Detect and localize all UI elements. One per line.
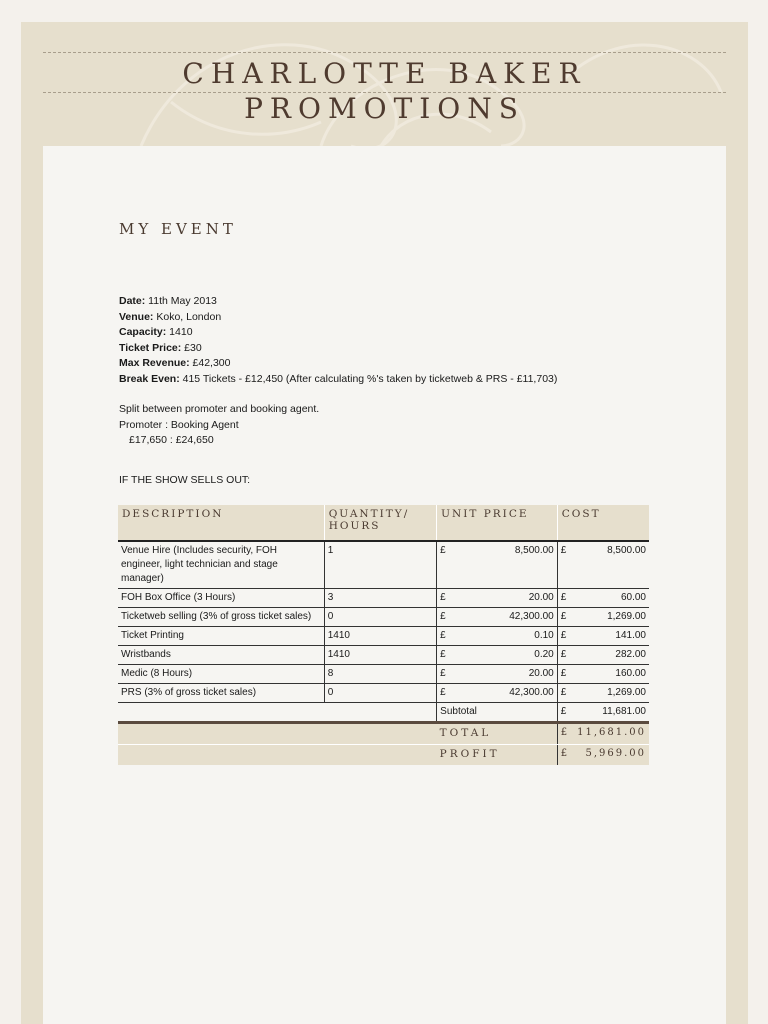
total-row bbox=[118, 723, 649, 745]
row-cost: £ 60.00 bbox=[557, 589, 649, 608]
table-row bbox=[118, 541, 649, 589]
row-unit-price: £ 20.00 bbox=[437, 665, 558, 684]
row-description: Ticketweb selling (3% of gross ticket sales) bbox=[118, 608, 324, 627]
split-parties: Promoter : Booking Agent bbox=[119, 418, 239, 431]
row-description: Venue Hire (Includes security, FOH engineer, light technician and stage manager) bbox=[118, 541, 324, 589]
split-amounts: £17,650 : £24,650 bbox=[129, 434, 214, 446]
row-description: FOH Box Office (3 Hours) bbox=[118, 589, 324, 608]
company-name-line2: PROMOTIONS bbox=[244, 92, 525, 125]
revenue-split bbox=[119, 402, 319, 449]
company-name: CHARLOTTE BAKER bbox=[182, 57, 587, 90]
table-header-row bbox=[118, 505, 649, 541]
row-unit-price: £ 0.20 bbox=[437, 646, 558, 665]
detail-break-even: Break Even: 415 Tickets - £12,450 (After calculating %'s taken by ticketweb & PRS - £11,703) bbox=[119, 372, 558, 385]
sellout-heading: IF THE SHOW SELLS OUT: bbox=[119, 474, 251, 486]
split-description: Split between promoter and booking agent. bbox=[119, 403, 320, 415]
detail-ticket-price: Ticket Price: £30 bbox=[119, 341, 202, 354]
row-unit-price: £ 0.10 bbox=[437, 627, 558, 646]
detail-capacity: Capacity: 1410 bbox=[119, 326, 193, 338]
table-row bbox=[118, 665, 649, 684]
row-quantity: 0 bbox=[324, 684, 436, 703]
detail-date: Date: 11th May 2013 bbox=[119, 295, 217, 307]
row-quantity: 0 bbox=[324, 608, 436, 627]
row-quantity: 1410 bbox=[324, 646, 436, 665]
row-quantity: 1410 bbox=[324, 627, 436, 646]
row-cost: £ 1,269.00 bbox=[557, 684, 649, 703]
col-quantity-header: QUANTITY/ HOURS bbox=[324, 505, 436, 541]
row-unit-price: £ 20.00 bbox=[437, 589, 558, 608]
row-cost: £ 282.00 bbox=[557, 646, 649, 665]
subtotal-value: £ 11,681.00 bbox=[557, 703, 649, 723]
row-description: PRS (3% of gross ticket sales) bbox=[118, 684, 324, 703]
row-quantity: 8 bbox=[324, 665, 436, 684]
budget-table bbox=[118, 505, 649, 765]
row-description: Wristbands bbox=[118, 646, 324, 665]
total-label: TOTAL bbox=[437, 723, 558, 745]
table-row bbox=[118, 627, 649, 646]
row-quantity: 3 bbox=[324, 589, 436, 608]
row-quantity: 1 bbox=[324, 541, 436, 589]
detail-max-revenue: Max Revenue: £42,300 bbox=[119, 357, 231, 369]
profit-label: PROFIT bbox=[437, 745, 558, 766]
row-cost: £ 160.00 bbox=[557, 665, 649, 684]
detail-venue: Venue: Koko, London bbox=[119, 310, 222, 323]
row-cost: £ 8,500.00 bbox=[557, 541, 649, 589]
col-cost-header: COST bbox=[557, 505, 649, 541]
row-unit-price: £ 8,500.00 bbox=[437, 541, 558, 589]
table-row bbox=[118, 589, 649, 608]
table-row bbox=[118, 684, 649, 703]
profit-value: £ 5,969.00 bbox=[557, 745, 649, 766]
row-cost: £ 1,269.00 bbox=[557, 608, 649, 627]
row-description: Ticket Printing bbox=[118, 627, 324, 646]
event-details bbox=[119, 294, 557, 387]
row-unit-price: £ 42,300.00 bbox=[437, 608, 558, 627]
table-row bbox=[118, 608, 649, 627]
col-description-header: DESCRIPTION bbox=[118, 505, 324, 541]
total-value: £ 11,681.00 bbox=[557, 723, 649, 745]
document-background bbox=[21, 22, 748, 1024]
header-rule-top bbox=[43, 52, 726, 53]
event-title: MY EVENT bbox=[119, 220, 237, 238]
row-unit-price: £ 42,300.00 bbox=[437, 684, 558, 703]
row-cost: £ 141.00 bbox=[557, 627, 649, 646]
subtotal-label: Subtotal bbox=[437, 703, 558, 723]
profit-row bbox=[118, 745, 649, 766]
subtotal-row bbox=[118, 703, 649, 723]
table-row bbox=[118, 646, 649, 665]
col-unit-price-header: UNIT PRICE bbox=[437, 505, 558, 541]
row-description: Medic (8 Hours) bbox=[118, 665, 324, 684]
